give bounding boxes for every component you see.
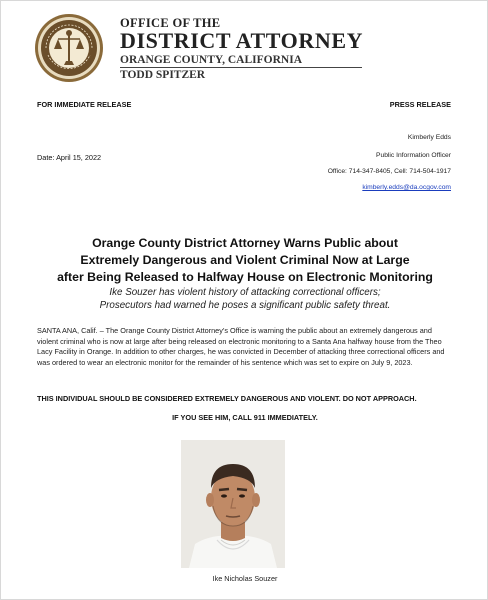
suspect-photo	[181, 440, 285, 568]
body-paragraph: SANTA ANA, Calif. – The Orange County District Attorney’s Office is warning the public about an extremely dangerous and violent criminal who is now at large after being released on electronic monitoring to a Santa Ana halfway house from the Theo Lacy Facility in Orange. In addition to other charges, he was convicted in December of attacking three correctional officers and was ordered to wear an electronic monitor for the remainder of his sentence which was set to expire on July 9, 2023.	[37, 326, 445, 367]
call-911-notice: IF YOU SEE HIM, CALL 911 IMMEDIATELY.	[172, 413, 318, 422]
subhead-line-1: Ike Souzer has violent history of attacking correctional officers;	[109, 287, 381, 298]
headline-line-3: after Being Released to Halfway House on Electronic Monitoring	[57, 270, 433, 284]
county-label: ORANGE COUNTY, CALIFORNIA	[120, 54, 362, 68]
subheadline	[31, 286, 459, 312]
contact-email-link[interactable]: kimberly.edds@da.ocgov.com	[362, 184, 451, 191]
photo-caption: Ike Nicholas Souzer	[212, 574, 278, 583]
subhead-line-2: Prosecutors had warned he poses a significant public safety threat.	[99, 300, 391, 311]
district-attorney-seal	[34, 13, 104, 83]
immediate-release-label: FOR IMMEDIATE RELEASE	[37, 100, 132, 109]
contact-phones: Office: 714-347-8405, Cell: 714-504-1917	[327, 168, 451, 175]
contact-name: Kimberly Edds	[407, 134, 451, 141]
district-attorney-title: DISTRICT ATTORNEY	[120, 28, 364, 53]
danger-warning: THIS INDIVIDUAL SHOULD BE CONSIDERED EXTREMELY DANGEROUS AND VIOLENT. DO NOT APPROACH.	[37, 394, 417, 403]
headline-line-2: Extremely Dangerous and Violent Criminal Now at Large	[80, 253, 410, 267]
contact-title: Public Information Officer	[376, 152, 451, 159]
da-name: TODD SPITZER	[120, 69, 206, 81]
office-label: OFFICE OF THE	[120, 16, 221, 30]
headline	[21, 235, 469, 286]
press-release-label: PRESS RELEASE	[389, 100, 451, 109]
release-date: Date: April 15, 2022	[37, 153, 102, 162]
headline-line-1: Orange County District Attorney Warns Public about	[92, 236, 398, 250]
